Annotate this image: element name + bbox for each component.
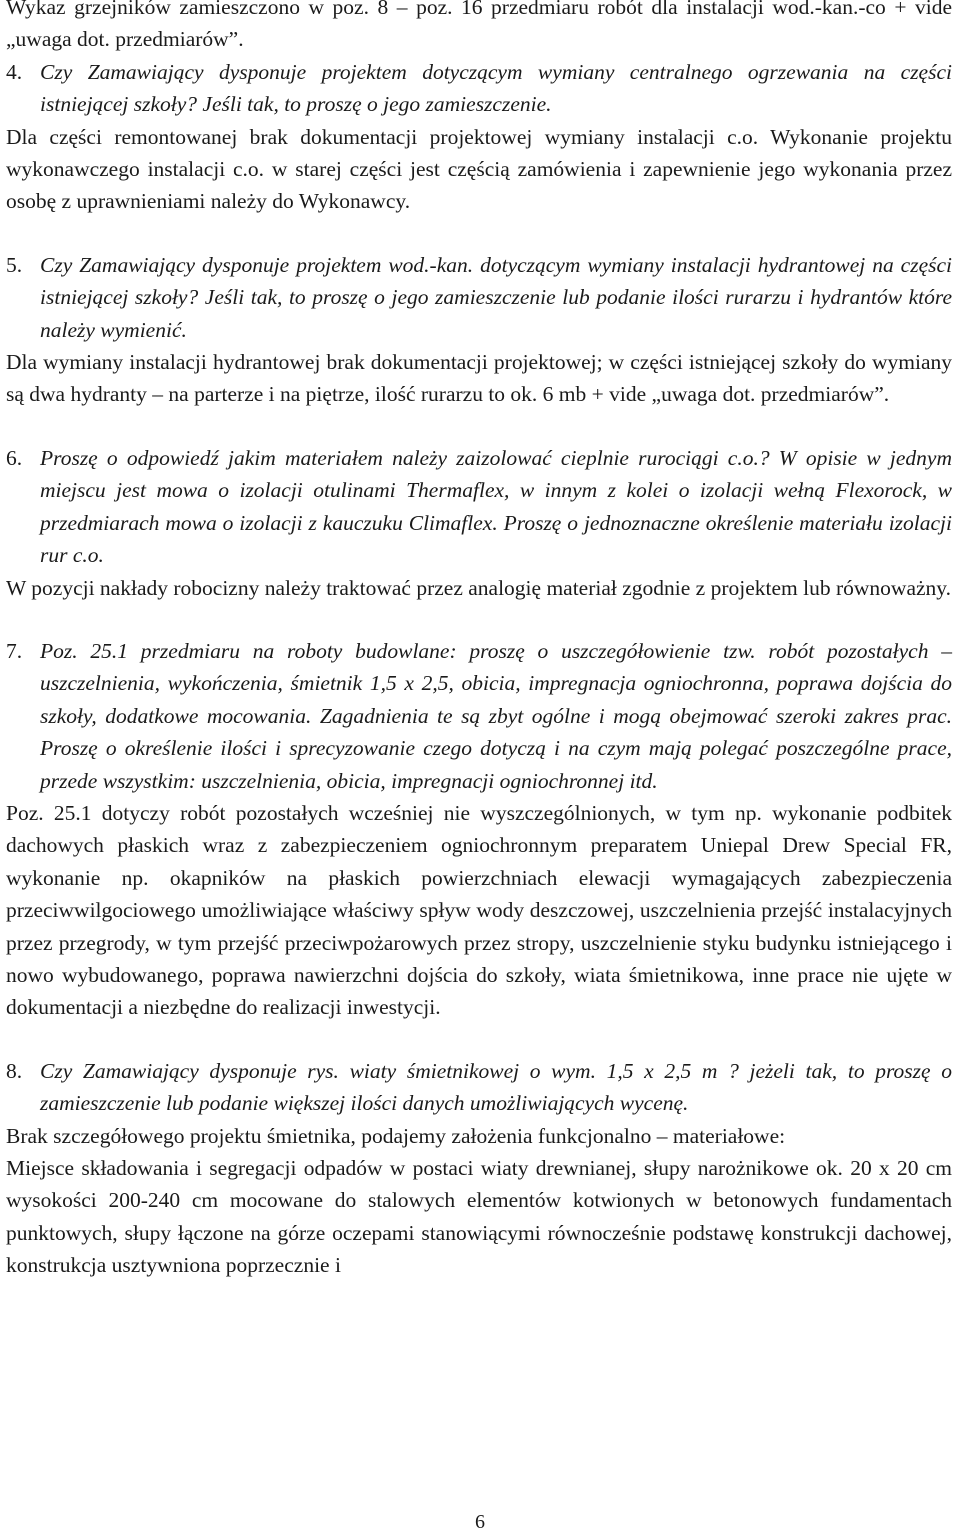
answer-6: W pozycji nakłady robocizny należy traktować przez analogię materiał zgodnie z projektem lub równoważny. [6, 575, 952, 600]
question-5 [6, 249, 952, 346]
intro-paragraph: Wykaz grzejników zamieszczono w poz. 8 – poz. 16 przedmiaru robót dla instalacji wod.-kan.-co + vide „uwaga dot. przedmiarów”. [6, 0, 952, 52]
question-4-number: 4. [6, 59, 23, 84]
answer-7: Poz. 25.1 dotyczy robót pozostałych wcześniej nie wyszczególnionych, w tym np. wykonanie podbitek dachowych płaskich wraz z zabezpieczeniem ogniochronnym preparatem Uniepal Drew Special FR, wykonanie np. okapników na płaskich powierzchniach elewacji wymagających zabezpieczenia przeciwwilgociowego umożliwiające właściwy spływ wody deszczowej, uszczelnienia przejść instalacyjnych przez przegrody, w tym przejść przeciwpożarowych przez stropy, uszczelnienie styku budynku istniejącego i nowo wybudowanego, poprawa nawierzchni dojścia do szkoły, wiata śmietnikowa, inne prace nie ujęte w dokumentacji a niezbędne do realizacji inwestycji. [6, 800, 952, 1020]
question-8 [6, 1055, 952, 1120]
question-7 [6, 635, 952, 797]
spacer [6, 604, 952, 635]
question-6 [6, 442, 952, 572]
question-5-text: Czy Zamawiający dysponuje projektem wod.-kan. dotyczącym wymiany instalacji hydrantowej na części istniejącej szkoły? Jeśli tak, to proszę o jego zamieszczenie lub podanie ilości rurarzu i hydrantów które należy wymienić. [40, 252, 952, 342]
question-6-number: 6. [6, 445, 23, 470]
answer-4: Dla części remontowanej brak dokumentacji projektowej wymiany instalacji c.o. Wykonanie projektu wykonawczego instalacji c.o. w starej części jest częścią zamówienia i zapewnienie jego wykonania przez osobę z uprawnieniami należy do Wykonawcy. [6, 124, 952, 214]
question-7-text: Poz. 25.1 przedmiaru na roboty budowlane: proszę o uszczegółowienie tzw. robót pozostałych – uszczelnienia, wykończenia, śmietnik 1,5 x 2,5, obicia, impregnacja ogniochronna, poprawa dojścia do szkoły, dodatkowe mocowania. Zagadnienia te są zbyt ogólne i mogą obejmować szeroki zakres prac. Proszę o określenie ilości i sprecyzowanie czego dotyczą i na czym mają polegać poszczególne prace, przede wszystkim: uszczelnienia, obicia, impregnacji ogniochronnej itd. [40, 638, 952, 793]
question-5-number: 5. [6, 252, 23, 277]
answer-5: Dla wymiany instalacji hydrantowej brak dokumentacji projektowej; w części istniejącej szkoły do wymiany są dwa hydranty – na parterze i na piętrze, ilość rurarzu to ok. 6 mb + vide „uwaga dot. przedmiarów”. [6, 350, 952, 407]
spacer [6, 411, 952, 442]
question-7-number: 7. [6, 638, 23, 663]
spacer [6, 218, 952, 249]
answer-8-intro: Brak szczegółowego projektu śmietnika, podajemy założenia funkcjonalno – materiałowe: [6, 1123, 786, 1148]
page-number: 6 [475, 1511, 485, 1533]
question-8-text: Czy Zamawiający dysponuje rys. wiaty śmietnikowej o wym. 1,5 x 2,5 m ? jeżeli tak, to proszę o zamieszczenie lub podanie większej ilości danych umożliwiających wycenę. [40, 1058, 952, 1116]
question-6-text: Proszę o odpowiedź jakim materiałem należy zaizolować cieplnie rurociągi c.o.? W opisie w jednym miejscu jest mowa o izolacji otulinami Thermaflex, w innym z kolei o izolacji wełną Flexorock, w przedmiarach mowa o izolacji z kauczuku Climaflex. Proszę o jednoznaczne określenie materiału izolacji rur c.o. [40, 445, 952, 568]
question-4 [6, 56, 952, 121]
spacer [6, 1024, 952, 1055]
question-4-text: Czy Zamawiający dysponuje projektem dotyczącym wymiany centralnego ogrzewania na części istniejącej szkoły? Jeśli tak, to proszę o jego zamieszczenie. [40, 59, 952, 117]
answer-8-body: Miejsce składowania i segregacji odpadów w postaci wiaty drewnianej, słupy narożnikowe ok. 20 x 20 cm wysokości 200-240 cm mocowane do stalowych elementów kotwionych w betonowych fundamentach punktowych, słupy łączone na górze oczepami stanowiącymi równocześnie podstawę konstrukcji dachowej, konstrukcja usztywniona poprzecznie i [6, 1156, 952, 1278]
question-8-number: 8. [6, 1058, 23, 1083]
